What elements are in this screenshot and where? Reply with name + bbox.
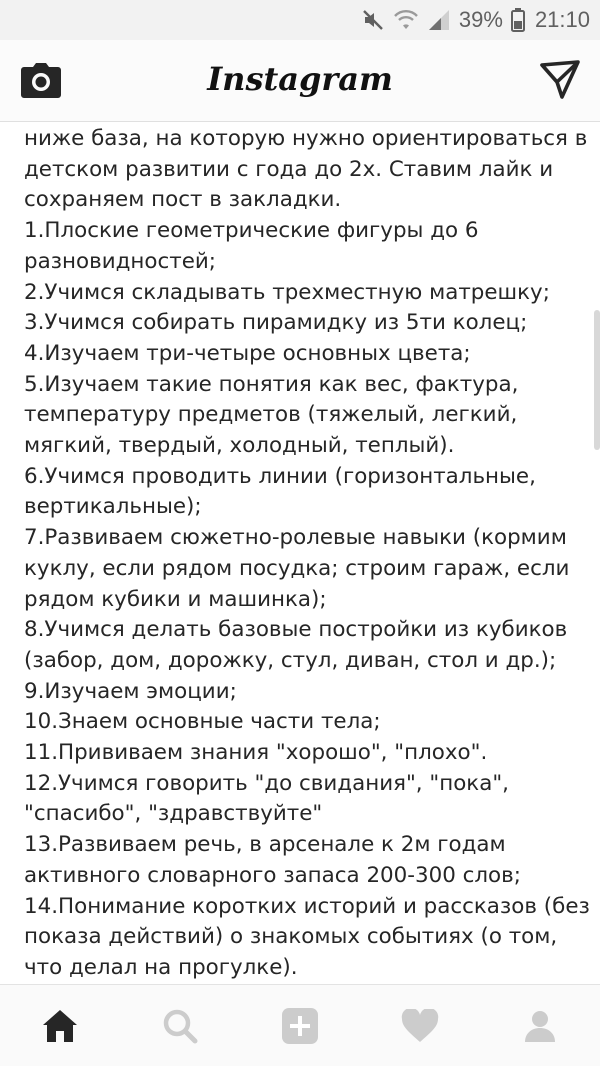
add-post-icon[interactable] xyxy=(270,996,330,1056)
caption-line: 5.Изучаем такие понятия как вес, фактура, xyxy=(24,371,519,397)
caption-line: 1.Плоские геометрические фигуры до 6 xyxy=(24,218,479,244)
caption-line: 9.Изучаем эмоции; xyxy=(24,678,237,704)
caption-line: 13.Развиваем речь, в арсенале к 2м годам xyxy=(24,832,506,858)
activity-heart-icon[interactable] xyxy=(390,996,450,1056)
top-bar xyxy=(0,40,600,122)
caption-line: активного словарного запаса 200-300 слов; xyxy=(24,862,521,888)
search-icon[interactable] xyxy=(150,996,210,1056)
caption-line: 8.Учимся делать базовые постройки из кубиков xyxy=(24,617,568,643)
wifi-icon xyxy=(393,8,419,32)
caption-line: 4.Изучаем три-четыре основных цвета; xyxy=(24,340,471,366)
caption-line: 7.Развиваем сюжетно-ролевые навыки (кормим xyxy=(24,525,567,551)
caption-line: 14.Понимание коротких историй и рассказов (без xyxy=(24,893,590,919)
caption-line: показа действий) о знакомых событиях (о том, xyxy=(24,924,558,950)
home-icon[interactable] xyxy=(30,996,90,1056)
app-title: Instagram xyxy=(207,60,393,98)
clock: 21:10 xyxy=(534,7,590,32)
post-caption xyxy=(0,122,600,984)
caption-line: разновидностей; xyxy=(24,248,216,274)
caption-line: 12.Учимся говорить "до свидания", "пока", xyxy=(24,770,509,796)
caption-line: куклу, если рядом посудка; строим гараж, если xyxy=(24,555,570,581)
caption-line: ниже база, на которую нужно ориентироваться в xyxy=(24,126,588,151)
battery-icon xyxy=(511,8,525,32)
caption-line: 3.Учимся собирать пирамидку из 5ти колец; xyxy=(24,310,528,336)
caption-line: детском развитии с года до 2х. Ставим лайк и xyxy=(24,156,554,182)
status-bar xyxy=(0,0,600,40)
direct-message-icon[interactable] xyxy=(540,60,580,100)
caption-line: "спасибо", "здравствуйте" xyxy=(24,801,323,827)
caption-line: что делал на прогулке). xyxy=(24,954,298,980)
caption-line: рядом кубики и машинка); xyxy=(24,586,327,612)
caption-line: 2.Учимся складывать трехместную матрешку; xyxy=(24,279,550,305)
caption-line: (забор, дом, дорожку, стул, диван, стол и др.); xyxy=(24,647,557,673)
mute-icon xyxy=(361,8,385,32)
bottom-nav xyxy=(0,984,600,1066)
battery-percent: 39% xyxy=(458,7,503,32)
caption-line: температуру предметов (тяжелый, легкий, xyxy=(24,402,518,428)
caption-line: 6.Учимся проводить линии (горизонтальные, xyxy=(24,463,536,489)
signal-icon xyxy=(427,8,451,32)
scrollbar[interactable] xyxy=(594,310,600,450)
caption-line: сохраняем пост в закладки. xyxy=(24,187,342,213)
caption-line: вертикальные); xyxy=(24,494,202,520)
caption-line: 11.Прививаем знания "хорошо", "плохо". xyxy=(24,740,488,766)
caption-line: 10.Знаем основные части тела; xyxy=(24,709,381,735)
profile-icon[interactable] xyxy=(510,996,570,1056)
caption-line: мягкий, твердый, холодный, теплый). xyxy=(24,433,455,459)
